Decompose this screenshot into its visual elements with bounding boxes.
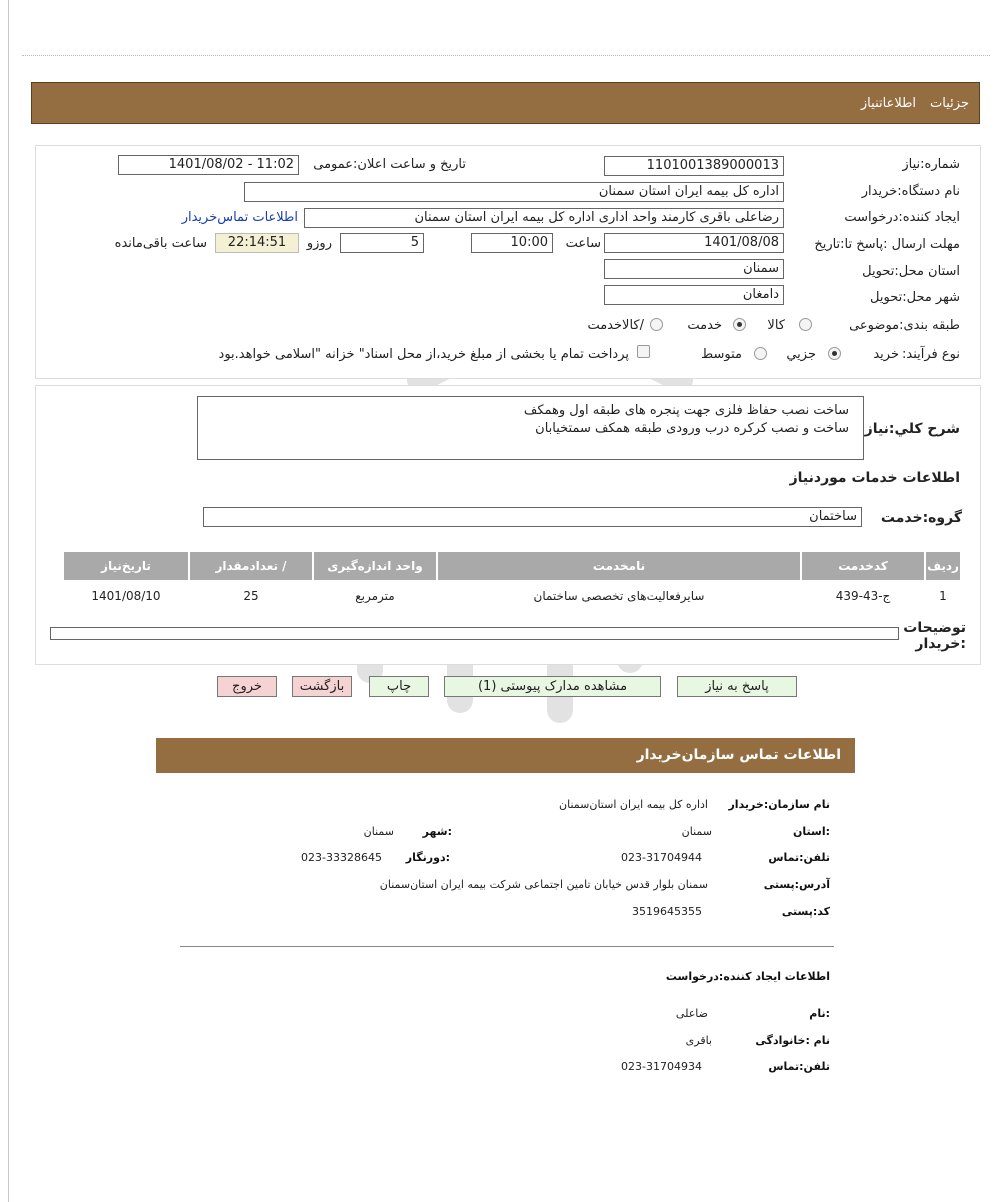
exit-button[interactable]: خروج: [217, 676, 277, 697]
category-label: طبقه بندی:موضوعی: [849, 318, 960, 333]
treasury-payment-checkbox[interactable]: [637, 345, 650, 358]
buyer-org-field: اداره کل بیمه ایران استان سمنان: [244, 182, 784, 202]
creator-family-value: باقری: [685, 1034, 712, 1047]
process-radio-minor[interactable]: [828, 347, 841, 360]
creator-label: ایجاد کننده:درخواست: [844, 210, 960, 225]
contact-address-value: سمنان بلوار قدس خیابان تامین اجتماعی شرکت بیمه ایران استان‌سمنان: [379, 878, 708, 891]
remaining-timer: 22:14:51: [215, 233, 299, 253]
back-button[interactable]: بازگشت: [292, 676, 352, 697]
province-field: سمنان: [604, 259, 784, 279]
services-table-header: [64, 552, 960, 580]
contact-fax-label: :دورنگار: [405, 851, 450, 864]
announce-date-field: 1401/08/02 - 11:02: [118, 155, 299, 175]
contact-postal-value: 3519645355: [632, 905, 702, 918]
service-group-label: گروه:خدمت: [880, 510, 962, 526]
buyer-notes-field: [50, 627, 899, 640]
treasury-payment-note: پرداخت تمام یا بخشی از مبلغ خرید،از محل اسناد" خزانه "اسلامی خواهد.بود: [218, 347, 629, 362]
days-field: 5: [340, 233, 424, 253]
category-goods-label: کالا: [767, 318, 785, 333]
creator-phone-label: تلفن:تماس: [768, 1060, 830, 1073]
contact-city-value: سمنان: [363, 825, 394, 838]
contact-org-label: نام سازمان:خریدار: [728, 798, 830, 811]
buyer-contact-link[interactable]: اطلاعات تماس‌خریدار: [181, 210, 298, 225]
buyer-org-label: نام دستگاه:خریدار: [861, 184, 960, 199]
page-left-border: [8, 0, 9, 1202]
need-info-panel: [35, 145, 981, 379]
category-radio-goods-service[interactable]: [650, 318, 663, 331]
remaining-label: ساعت باقی‌مانده: [114, 236, 207, 251]
cell-name: سایرفعالیت‌های تخصصی ساختمان: [533, 589, 705, 603]
attachments-button[interactable]: مشاهده مدارک پیوستی (1): [444, 676, 661, 697]
contact-org-value: اداره کل بیمه ایران استان‌سمنان: [559, 798, 708, 811]
city-label: شهر محل:تحویل: [870, 290, 960, 305]
col-name: نامخدمت: [438, 552, 800, 580]
description-line-1: ساخت نصب حفاظ فلزی جهت پنجره های طبقه اول وهمکف: [523, 403, 849, 418]
days-label: روزو: [306, 236, 332, 251]
creator-family-label: نام :خانوادگی: [755, 1034, 830, 1047]
service-group-field: ساختمان: [203, 507, 862, 527]
cell-unit: مترمربع: [355, 589, 395, 603]
print-button[interactable]: چاپ: [369, 676, 429, 697]
contact-phone-label: تلفن:تماس: [768, 851, 830, 864]
col-date: تاریخ‌نیاز: [64, 552, 188, 580]
need-number-field: 1101001389000013: [604, 156, 784, 176]
deadline-label: مهلت ارسال :پاسخ تا:تاریخ: [814, 237, 960, 252]
cell-quantity: 25: [243, 589, 259, 603]
process-medium-label: متوسط: [701, 347, 742, 362]
cell-row: 1: [939, 589, 947, 603]
deadline-date-field: 1401/08/08: [604, 233, 784, 253]
description-line-2: ساخت و نصب کرکره درب ورودی طبقه همکف سمتخیابان: [535, 421, 849, 436]
category-service-label: خدمت: [687, 318, 722, 333]
province-label: استان محل:تحویل: [862, 264, 960, 279]
category-goods-service-label: /کالاخدمت: [587, 318, 644, 333]
creator-info-title: اطلاعات ایجاد کننده:درخواست: [665, 970, 830, 983]
cell-code: ج-43-439: [835, 589, 891, 603]
top-tab-bar: [31, 82, 980, 124]
category-radio-service[interactable]: [733, 318, 746, 331]
reply-button[interactable]: پاسخ به نیاز: [677, 676, 797, 697]
contact-province-label: :استان: [793, 825, 830, 838]
dotted-separator: [22, 55, 990, 56]
need-number-label: شماره:نیاز: [902, 157, 960, 172]
tab-details[interactable]: جزئیات: [930, 95, 969, 111]
services-title: اطلاعات خدمات موردنیاز: [789, 470, 960, 486]
creator-phone-value: 023-31704934: [621, 1060, 702, 1073]
announce-date-label: تاریخ و ساعت اعلان:عمومی: [313, 157, 466, 172]
contact-postal-label: کد:پستی: [781, 905, 830, 918]
deadline-time-label: ساعت: [565, 236, 601, 251]
contact-province-value: سمنان: [681, 825, 712, 838]
col-code: کدخدمت: [802, 552, 924, 580]
contact-city-label: :شهر: [422, 825, 452, 838]
col-quantity: / تعدادمقدار: [190, 552, 312, 580]
process-label: نوع فرآیند:: [902, 347, 960, 362]
process-minor-label: جزیي: [786, 347, 816, 362]
contact-address-label: آدرس:پستی: [763, 878, 830, 891]
table-row: [64, 582, 960, 610]
services-table: [62, 550, 962, 612]
description-field: [197, 396, 864, 460]
process-buy-label: خرید: [873, 347, 899, 362]
contact-fax-value: 023-33328645: [301, 851, 382, 864]
col-unit: واحد اندازه‌گیری: [314, 552, 436, 580]
description-label: شرح کلي:نياز: [864, 421, 960, 437]
buyer-notes-label: [903, 620, 966, 652]
col-row: ردیف: [926, 552, 960, 580]
city-field: دامغان: [604, 285, 784, 305]
section-divider: [180, 946, 834, 947]
process-radio-medium[interactable]: [754, 347, 767, 360]
contact-phone-value: 023-31704944: [621, 851, 702, 864]
buyer-notes-label-line1: توضیحات: [903, 620, 966, 636]
cell-date: 1401/08/10: [91, 589, 161, 603]
creator-field: رضاعلی باقری کارمند واحد اداری اداره کل بیمه ایران استان سمنان: [304, 208, 784, 228]
creator-name-label: :نام: [809, 1007, 830, 1020]
buyer-contact-header: اطلاعات تماس سازمان‌خریدار: [156, 738, 855, 773]
category-radio-goods[interactable]: [799, 318, 812, 331]
creator-name-value: ضاعلی: [675, 1007, 708, 1020]
tab-need-info[interactable]: اطلاعاتنیاز: [860, 95, 917, 111]
deadline-time-field: 10:00: [471, 233, 553, 253]
buyer-notes-label-line2: :خریدار: [915, 636, 966, 652]
